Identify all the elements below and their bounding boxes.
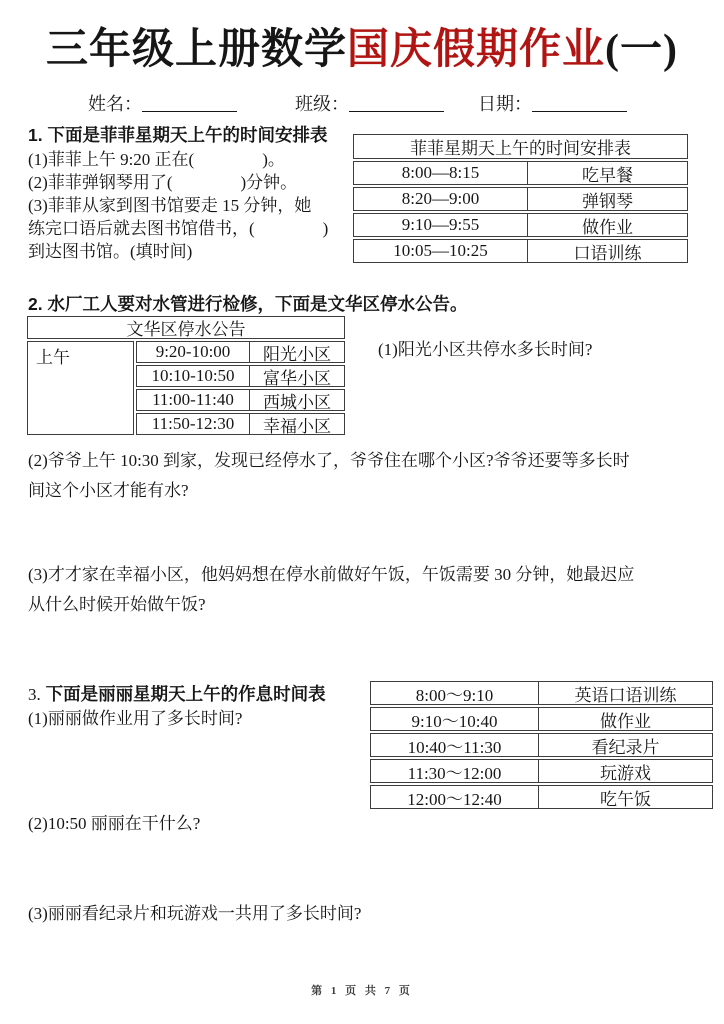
q2-sub2 (28, 446, 630, 506)
table-row (136, 365, 345, 387)
activity-cell: 做作业 (527, 214, 687, 236)
q3-sub2: (2)10:50 丽丽在干什么? (28, 814, 201, 833)
activity-cell: 英语口语训练 (538, 682, 712, 704)
district-cell: 西城小区 (249, 390, 344, 410)
date-field (478, 92, 627, 116)
table-row (370, 733, 713, 757)
q2-sub3 (28, 560, 634, 620)
table-row (370, 759, 713, 783)
district-cell: 阳光小区 (249, 342, 344, 362)
table-row (353, 187, 688, 211)
table-row (136, 389, 345, 411)
table-row (370, 707, 713, 731)
table-row (353, 239, 688, 263)
q2-heading: 2. 水厂工人要对水管进行检修，下面是文华区停水公告。 (28, 294, 468, 314)
q1-schedule-table (353, 134, 688, 263)
class-field (295, 92, 444, 116)
table-row (136, 413, 345, 435)
activity-cell: 做作业 (538, 708, 712, 730)
table-row (370, 681, 713, 705)
time-cell: 11:50-12:30 (151, 414, 235, 433)
q1-heading: 1. 下面是菲菲星期天上午的时间安排表 (28, 125, 328, 145)
q2-table-body (27, 341, 345, 435)
q2-water-notice-table (27, 316, 345, 435)
name-blank-line (142, 93, 237, 112)
activity-cell: 看纪录片 (538, 734, 712, 756)
activity-cell: 吃午饭 (538, 786, 712, 808)
district-cell: 幸福小区 (249, 414, 344, 434)
q3-heading (28, 684, 326, 705)
time-cell: 8:00—8:15 (401, 163, 480, 182)
time-cell: 10:40～11:30 (407, 737, 502, 757)
activity-cell: 口语训练 (527, 240, 687, 262)
time-cell: 12:00～12:40 (407, 789, 502, 809)
activity-cell: 玩游戏 (538, 760, 712, 782)
table-row (370, 785, 713, 809)
time-cell: 11:00-11:40 (152, 390, 234, 409)
q3-schedule-table (370, 681, 713, 809)
page-title (0, 24, 724, 76)
time-cell: 10:05—10:25 (393, 241, 488, 260)
date-label: 日期： (478, 94, 532, 114)
district-cell: 富华小区 (249, 366, 344, 386)
title-black-prefix: 三年级上册数学 (45, 27, 347, 73)
q2-sub2-line: 间这个小区才能有水? (28, 481, 189, 500)
time-cell: 8:00～9:10 (415, 685, 494, 705)
q1-line: (2)菲菲弹钢琴用了( )分钟。 (28, 173, 298, 192)
q1-text-block (28, 148, 328, 263)
q3-heading-number: 3. (28, 685, 41, 704)
q1-line: (3)菲菲从家到图书馆要走 15 分钟，她 (28, 196, 312, 215)
q2-sub3-line: 从什么时候开始做午饭? (28, 595, 206, 614)
q1-line: (1)菲菲上午 9:20 正在( )。 (28, 150, 285, 169)
q1-line: 练完口语后就去图书馆借书，( ) (28, 219, 329, 238)
q2-table-title: 文华区停水公告 (27, 316, 345, 339)
time-cell: 9:10—9:55 (401, 215, 480, 234)
title-black-suffix: (一) (605, 27, 678, 73)
q3-sub1: (1)丽丽做作业用了多长时间? (28, 709, 243, 728)
title-red-highlight: 国庆假期作业 (347, 27, 606, 73)
q1-table-title: 菲菲星期天上午的时间安排表 (353, 134, 688, 159)
time-cell: 9:10～10:40 (411, 711, 498, 731)
q1-line: 到达图书馆。(填时间) (28, 242, 193, 261)
table-row (353, 161, 688, 185)
q2-sub3-line: (3)才才家在幸福小区，他妈妈想在停水前做好午饭，午饭需要 30 分钟，她最迟应 (28, 565, 635, 584)
activity-cell: 吃早餐 (527, 162, 687, 184)
q3-sub3: (3)丽丽看纪录片和玩游戏一共用了多长时间? (28, 904, 362, 923)
time-cell: 11:30～12:00 (407, 763, 502, 783)
date-blank-line (532, 93, 627, 112)
table-row (136, 341, 345, 363)
table-row (353, 213, 688, 237)
period-cell: 上午 (27, 341, 134, 435)
class-blank-line (349, 93, 444, 112)
q2-sub2-line: (2)爷爷上午 10:30 到家，发现已经停水了，爷爷住在哪个小区?爷爷还要等多长时 (28, 451, 630, 470)
time-cell: 8:20—9:00 (401, 189, 480, 208)
class-label: 班级： (295, 94, 349, 114)
q3-heading-text: 下面是丽丽星期天上午的作息时间表 (45, 684, 326, 704)
activity-cell: 弹钢琴 (527, 188, 687, 210)
q2-sub1: (1)阳光小区共停水多长时间? (378, 340, 593, 359)
name-field (88, 92, 237, 116)
page-footer: 第 1 页 共 7 页 (311, 985, 413, 997)
time-cell: 9:20-10:00 (155, 342, 231, 361)
name-label: 姓名： (88, 94, 142, 114)
time-cell: 10:10-10:50 (151, 366, 235, 385)
